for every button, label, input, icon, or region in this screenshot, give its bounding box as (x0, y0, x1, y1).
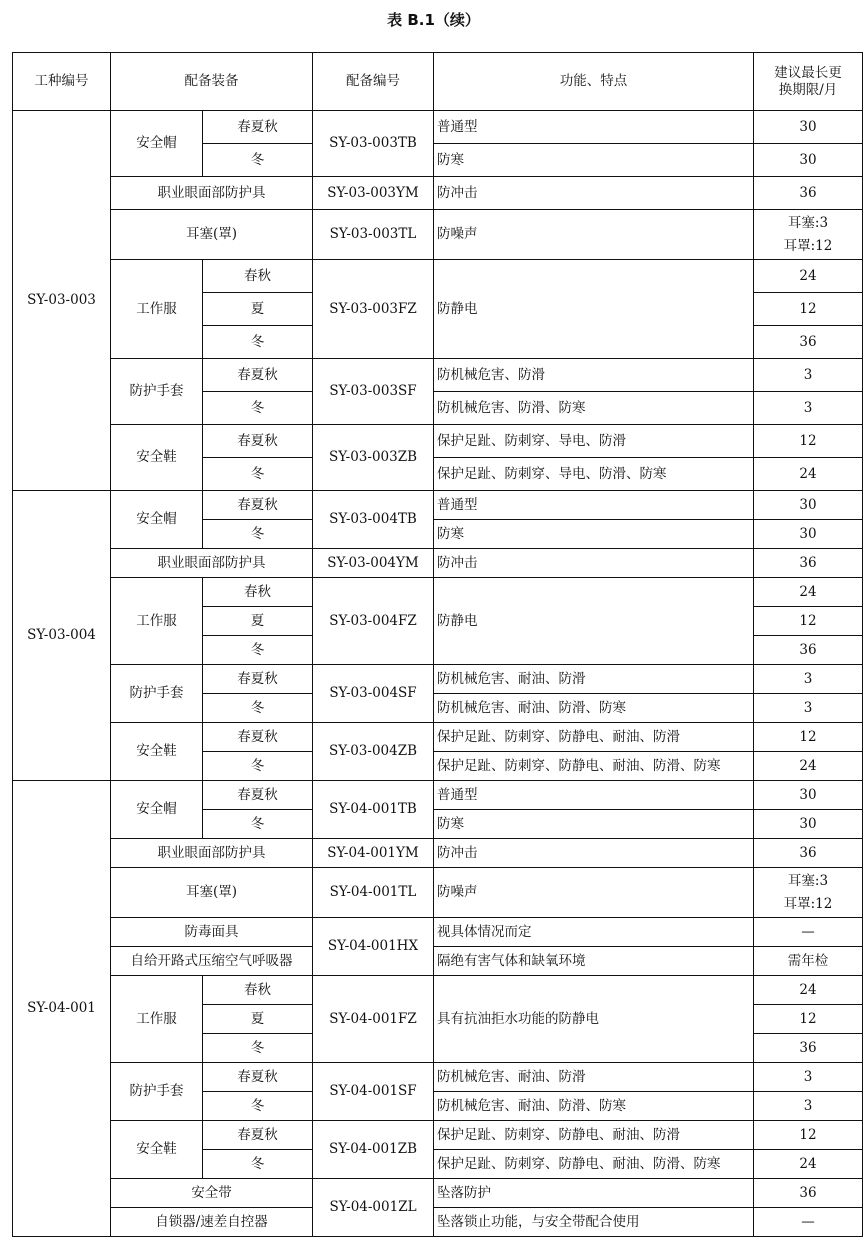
equipment-number-cell: SY-04-001TB (313, 781, 434, 839)
feature-cell: 防机械危害、防滑、防寒 (434, 392, 754, 425)
season-cell: 冬 (203, 1092, 313, 1121)
table-row (13, 359, 863, 392)
job-code-cell: SY-04-001 (13, 781, 111, 1237)
period-cell: 36 (754, 177, 863, 210)
equipment-table (12, 52, 863, 1237)
feature-cell: 保护足趾、防刺穿、防静电、耐油、防滑 (434, 1121, 754, 1150)
period-cell: 24 (754, 752, 863, 781)
period-cell: 12 (754, 293, 863, 326)
feature-cell: 具有抗油拒水功能的防静电 (434, 976, 754, 1063)
period-cell: 12 (754, 1005, 863, 1034)
season-cell: 春秋 (203, 578, 313, 607)
table-row (13, 1179, 863, 1208)
period-cell: 需年检 (754, 947, 863, 976)
equipment-cell: 自给开路式压缩空气呼吸器 (111, 947, 313, 976)
season-cell: 夏 (203, 607, 313, 636)
period-cell: 36 (754, 549, 863, 578)
equipment-cell: 防护手套 (111, 665, 203, 723)
equipment-number-cell: SY-04-001FZ (313, 976, 434, 1063)
equipment-cell: 安全鞋 (111, 723, 203, 781)
feature-cell: 保护足趾、防刺穿、导电、防滑、防寒 (434, 458, 754, 491)
feature-cell: 保护足趾、防刺穿、防静电、耐油、防滑、防寒 (434, 1150, 754, 1179)
period-earplug: 耳塞:3 (787, 214, 829, 231)
season-cell: 春秋 (203, 260, 313, 293)
equipment-cell: 安全帽 (111, 491, 203, 549)
equipment-number-cell: SY-04-001TL (313, 868, 434, 918)
season-cell: 春夏秋 (203, 1063, 313, 1092)
period-cell: 12 (754, 723, 863, 752)
feature-cell: 防寒 (434, 144, 754, 177)
equipment-number-cell: SY-04-001ZL (313, 1179, 434, 1237)
equipment-cell: 工作服 (111, 260, 203, 359)
feature-cell: 普通型 (434, 781, 754, 810)
table-row (13, 781, 863, 810)
job-code-cell: SY-03-003 (13, 111, 111, 491)
feature-cell: 防寒 (434, 810, 754, 839)
season-cell: 冬 (203, 694, 313, 723)
feature-cell: 坠落锁止功能，与安全带配合使用 (434, 1208, 754, 1237)
season-cell: 冬 (203, 1034, 313, 1063)
season-cell: 春夏秋 (203, 665, 313, 694)
table-row (13, 868, 863, 918)
feature-cell: 保护足趾、防刺穿、导电、防滑 (434, 425, 754, 458)
table-row (13, 111, 863, 144)
season-cell: 冬 (203, 392, 313, 425)
header-period-line2: 换期限/月 (778, 81, 838, 98)
season-cell: 夏 (203, 1005, 313, 1034)
season-cell: 春夏秋 (203, 723, 313, 752)
feature-cell: 防机械危害、耐油、防滑 (434, 665, 754, 694)
equipment-number-cell: SY-03-003TL (313, 210, 434, 260)
season-cell: 夏 (203, 293, 313, 326)
period-cell (754, 210, 863, 260)
season-cell: 冬 (203, 458, 313, 491)
table-row (13, 578, 863, 607)
equipment-cell: 职业眼面部防护具 (111, 177, 313, 210)
header-number: 配备编号 (313, 53, 434, 111)
period-cell (754, 868, 863, 918)
feature-cell: 防冲击 (434, 839, 754, 868)
header-period (754, 53, 863, 111)
header-code: 工种编号 (13, 53, 111, 111)
equipment-number-cell: SY-04-001SF (313, 1063, 434, 1121)
header-equipment: 配备装备 (111, 53, 313, 111)
season-cell: 冬 (203, 1150, 313, 1179)
feature-cell: 防冲击 (434, 549, 754, 578)
equipment-cell: 工作服 (111, 976, 203, 1063)
feature-cell: 隔绝有害气体和缺氧环境 (434, 947, 754, 976)
season-cell: 春夏秋 (203, 359, 313, 392)
season-cell: 冬 (203, 326, 313, 359)
equipment-number-cell: SY-03-003FZ (313, 260, 434, 359)
table-row (13, 260, 863, 293)
period-cell: 24 (754, 976, 863, 1005)
period-cell: 12 (754, 607, 863, 636)
equipment-cell: 自锁器/速差自控器 (111, 1208, 313, 1237)
table-row (13, 1208, 863, 1237)
period-cell: 30 (754, 810, 863, 839)
feature-cell: 防冲击 (434, 177, 754, 210)
equipment-cell: 职业眼面部防护具 (111, 549, 313, 578)
feature-cell: 保护足趾、防刺穿、防静电、耐油、防滑、防寒 (434, 752, 754, 781)
period-cell: 30 (754, 491, 863, 520)
period-cell: 36 (754, 1179, 863, 1208)
table-caption: 表 B.1（续） (387, 11, 480, 29)
table-row (13, 425, 863, 458)
equipment-cell: 耳塞(罩) (111, 210, 313, 260)
season-cell: 冬 (203, 636, 313, 665)
equipment-cell: 安全带 (111, 1179, 313, 1208)
feature-cell: 防机械危害、耐油、防滑、防寒 (434, 694, 754, 723)
feature-cell: 保护足趾、防刺穿、防静电、耐油、防滑 (434, 723, 754, 752)
equipment-number-cell: SY-03-004YM (313, 549, 434, 578)
period-cell: 3 (754, 1092, 863, 1121)
period-cell: 24 (754, 578, 863, 607)
season-cell: 冬 (203, 810, 313, 839)
equipment-cell: 耳塞(罩) (111, 868, 313, 918)
period-earmuff: 耳罩:12 (783, 237, 833, 254)
equipment-cell: 安全帽 (111, 111, 203, 177)
period-cell: — (754, 1208, 863, 1237)
table-row (13, 549, 863, 578)
equipment-number-cell: SY-03-004TB (313, 491, 434, 549)
period-cell: 3 (754, 1063, 863, 1092)
period-earmuff: 耳罩:12 (783, 895, 833, 912)
period-cell: 36 (754, 839, 863, 868)
table-row (13, 918, 863, 947)
season-cell: 春夏秋 (203, 111, 313, 144)
equipment-cell: 安全鞋 (111, 1121, 203, 1179)
period-cell: 24 (754, 260, 863, 293)
period-cell: 3 (754, 392, 863, 425)
feature-cell: 防噪声 (434, 868, 754, 918)
table-row (13, 1121, 863, 1150)
equipment-cell: 职业眼面部防护具 (111, 839, 313, 868)
period-cell: 30 (754, 111, 863, 144)
period-earplug: 耳塞:3 (787, 872, 829, 889)
season-cell: 春夏秋 (203, 781, 313, 810)
equipment-cell: 工作服 (111, 578, 203, 665)
feature-cell: 防机械危害、耐油、防滑、防寒 (434, 1092, 754, 1121)
period-cell: 30 (754, 520, 863, 549)
season-cell: 冬 (203, 520, 313, 549)
period-cell: 3 (754, 665, 863, 694)
table-row (13, 947, 863, 976)
period-cell: 30 (754, 781, 863, 810)
season-cell: 冬 (203, 752, 313, 781)
table-row (13, 1063, 863, 1092)
table-row (13, 839, 863, 868)
season-cell: 春夏秋 (203, 425, 313, 458)
equipment-number-cell: SY-04-001ZB (313, 1121, 434, 1179)
equipment-cell: 防护手套 (111, 359, 203, 425)
feature-cell: 普通型 (434, 491, 754, 520)
feature-cell: 防机械危害、耐油、防滑 (434, 1063, 754, 1092)
equipment-number-cell: SY-03-003SF (313, 359, 434, 425)
header-row (13, 53, 863, 111)
equipment-number-cell: SY-04-001HX (313, 918, 434, 976)
period-cell: 12 (754, 425, 863, 458)
period-cell: — (754, 918, 863, 947)
feature-cell: 普通型 (434, 111, 754, 144)
equipment-number-cell: SY-03-004SF (313, 665, 434, 723)
equipment-number-cell: SY-03-004ZB (313, 723, 434, 781)
table-row (13, 665, 863, 694)
header-period-line1: 建议最长更 (774, 64, 842, 81)
period-cell: 24 (754, 458, 863, 491)
table-row (13, 723, 863, 752)
period-cell: 3 (754, 694, 863, 723)
season-cell: 春夏秋 (203, 491, 313, 520)
period-cell: 36 (754, 636, 863, 665)
equipment-number-cell: SY-03-003YM (313, 177, 434, 210)
header-feature: 功能、特点 (434, 53, 754, 111)
feature-cell: 防机械危害、防滑 (434, 359, 754, 392)
equipment-cell: 防护手套 (111, 1063, 203, 1121)
table-row (13, 177, 863, 210)
period-cell: 30 (754, 144, 863, 177)
equipment-cell: 安全帽 (111, 781, 203, 839)
period-cell: 12 (754, 1121, 863, 1150)
equipment-number-cell: SY-03-004FZ (313, 578, 434, 665)
feature-cell: 坠落防护 (434, 1179, 754, 1208)
season-cell: 春夏秋 (203, 1121, 313, 1150)
feature-cell: 防噪声 (434, 210, 754, 260)
period-cell: 36 (754, 326, 863, 359)
period-cell: 36 (754, 1034, 863, 1063)
table-row (13, 976, 863, 1005)
table-row (13, 491, 863, 520)
feature-cell: 视具体情况而定 (434, 918, 754, 947)
season-cell: 春秋 (203, 976, 313, 1005)
table-row (13, 210, 863, 260)
equipment-number-cell: SY-03-003TB (313, 111, 434, 177)
season-cell: 冬 (203, 144, 313, 177)
equipment-number-cell: SY-03-003ZB (313, 425, 434, 491)
job-code-cell: SY-03-004 (13, 491, 111, 781)
feature-cell: 防寒 (434, 520, 754, 549)
equipment-cell: 防毒面具 (111, 918, 313, 947)
period-cell: 24 (754, 1150, 863, 1179)
period-cell: 3 (754, 359, 863, 392)
equipment-cell: 安全鞋 (111, 425, 203, 491)
feature-cell: 防静电 (434, 260, 754, 359)
feature-cell: 防静电 (434, 578, 754, 665)
equipment-number-cell: SY-04-001YM (313, 839, 434, 868)
